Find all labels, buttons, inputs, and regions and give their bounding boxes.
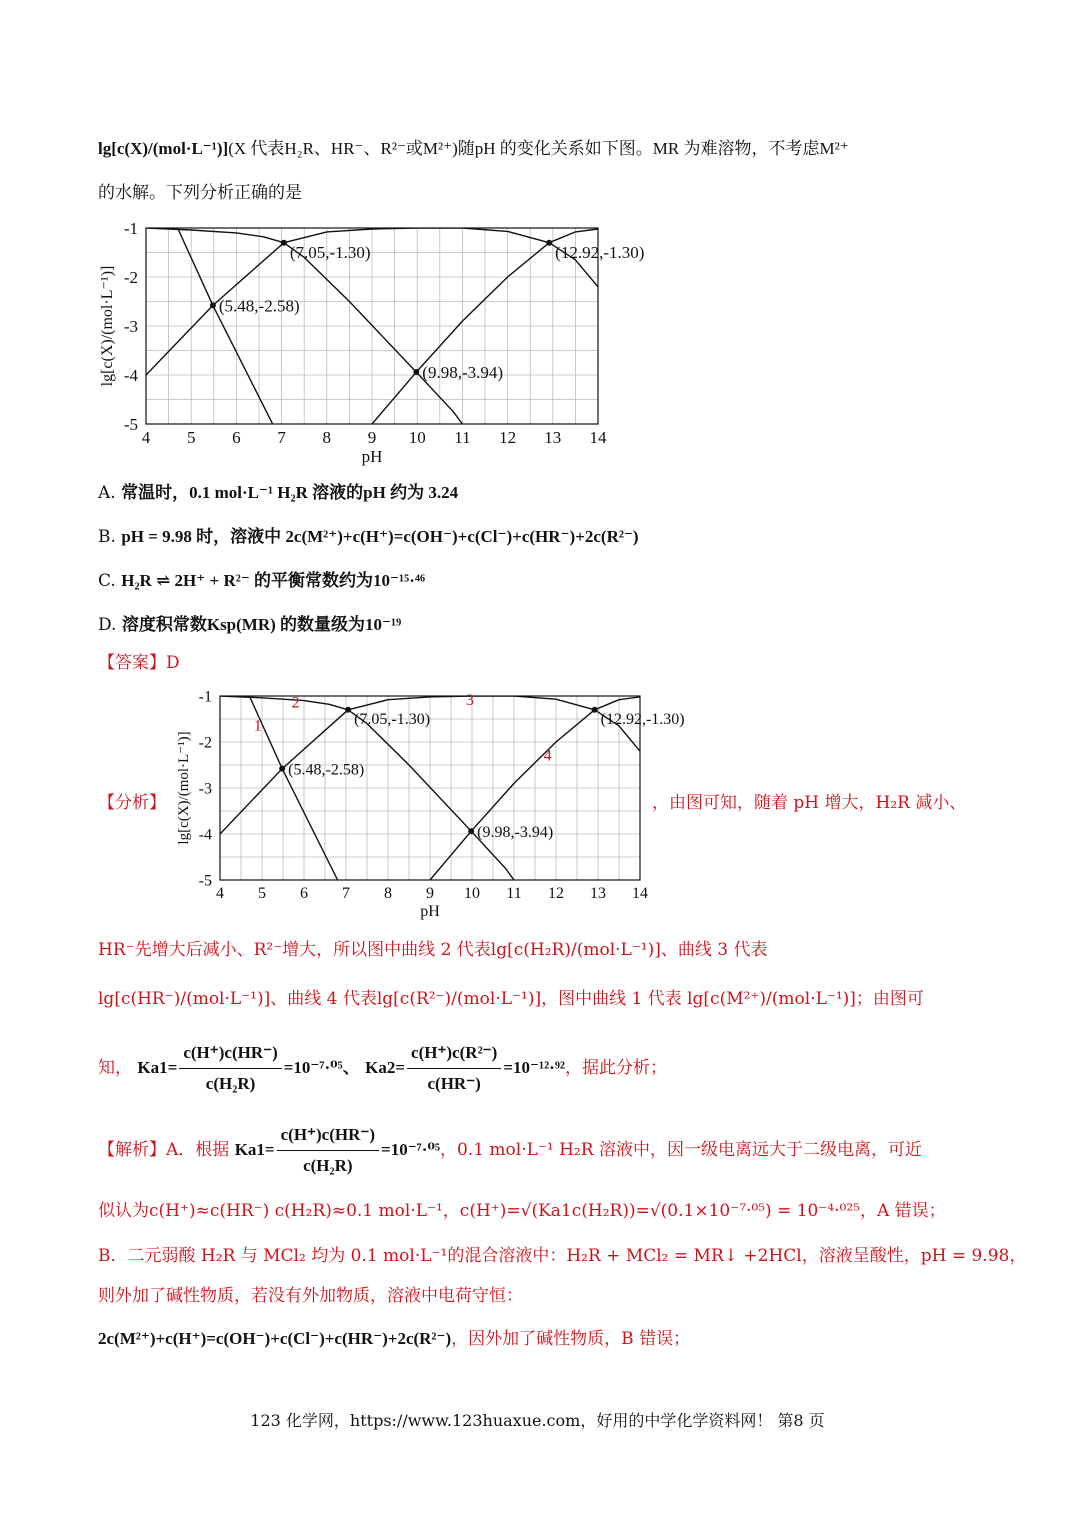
answer-line	[98, 650, 180, 676]
analysis-line-4	[98, 1038, 667, 1099]
data-point-label: (5.48,-2.58)	[218, 296, 300, 316]
analysis-zhi: 知，	[98, 1058, 132, 1078]
x-tick-label: 8	[384, 885, 392, 902]
x-tick-label: 14	[632, 885, 648, 902]
option-a-label: A.	[98, 483, 116, 503]
analysis-post: ，据此分析；	[565, 1058, 668, 1078]
solution-b-post: ，因外加了碱性物质，B 错误；	[451, 1329, 691, 1349]
data-point-label: (5.48,-2.58)	[288, 761, 365, 779]
curve-label: 2	[291, 694, 300, 712]
analysis-line-3: lg[c(HR⁻)/(mol·L⁻¹)]、曲线 4 代表lg[c(R²⁻)/(mol·L⁻¹)]，图中曲线 1 代表 lg[c(M²⁺)/(mol·L⁻¹)]；由图可	[98, 989, 924, 1009]
ka2-numerator: c(H⁺)c(R²⁻)	[407, 1038, 501, 1069]
solution-b-line-3	[98, 1326, 690, 1352]
ka1-denominator: c(H₂R)	[205, 1074, 256, 1093]
analysis-after-chart: ，由图可知，随着 pH 增大，H₂R 减小、	[652, 793, 967, 813]
question-text: (X 代表H₂R、HR⁻、R²⁻或M²⁺)随pH 的变化关系如下图。MR 为难溶物，不考虑M²⁺	[228, 139, 849, 158]
data-point-label: (12.92,-1.30)	[600, 711, 685, 729]
data-point-label: (9.98,-3.94)	[477, 823, 554, 841]
charge-balance-formula: 2c(M²⁺)+c(H⁺)=c(OH⁻)+c(Cl⁻)+c(HR⁻)+2c(R²⁻)	[98, 1329, 452, 1348]
y-tick-label: -4	[123, 365, 138, 385]
option-c	[98, 568, 425, 594]
x-tick-label: 12	[548, 885, 564, 902]
x-tick-label: 13	[544, 428, 562, 447]
option-d-label: D.	[98, 615, 117, 635]
curve-label: 3	[465, 692, 474, 710]
solution-tag: 【解析】	[98, 1140, 166, 1160]
x-tick-label: 11	[506, 885, 522, 902]
data-point	[281, 240, 287, 246]
curve-label: 4	[543, 747, 552, 765]
option-b-text: pH = 9.98 时，溶液中 2c(M²⁺)+c(H⁺)=c(OH⁻)+c(Cl⁻)+c(HR⁻)+2c(R²⁻)	[121, 527, 639, 546]
y-axis-label: lg[c(X)/(mol·L⁻¹)]	[176, 731, 192, 845]
data-point-label: (7.05,-1.30)	[289, 243, 371, 262]
data-point	[468, 828, 474, 834]
solution-a-pre: A．根据	[166, 1140, 230, 1160]
answer-value: D	[166, 653, 180, 673]
ka1-fraction	[179, 1038, 281, 1099]
y-tick-label: -3	[123, 316, 138, 336]
x-tick-label: 9	[426, 885, 434, 902]
option-c-text: H₂R ⇌ 2H⁺ + R²⁻ 的平衡常数约为10⁻¹⁵·⁴⁶	[121, 571, 426, 590]
data-point-label: (12.92,-1.30)	[555, 243, 645, 262]
y-tick-label: -5	[198, 872, 212, 890]
x-tick-label: 12	[499, 428, 517, 447]
x-tick-label: 10	[408, 428, 426, 447]
x-tick-label: 9	[367, 428, 377, 447]
ka2-label: Ka2=	[365, 1058, 406, 1077]
page-footer: 123 化学网，https://www.123huaxue.com，好用的中学化学资料网！ 第8 页	[250, 1411, 825, 1430]
curve-label: 1	[253, 717, 262, 735]
data-point-label: (7.05,-1.30)	[354, 711, 431, 729]
ka1-value: =10⁻⁷·⁰⁵、	[283, 1058, 360, 1077]
y-tick-label: -2	[123, 267, 138, 287]
question-line-2: 的水解。下列分析正确的是	[98, 183, 302, 203]
option-b-label: B.	[98, 527, 116, 547]
ka1-numerator: c(H⁺)c(HR⁻)	[179, 1038, 281, 1069]
answer-tag: 【答案】	[98, 653, 166, 673]
option-a	[98, 480, 458, 506]
y-axis-label: lg[c(X)/(mol·L⁻¹)]	[99, 265, 116, 387]
x-tick-label: 4	[216, 885, 224, 902]
solution-a-line-2: 似认为c(H⁺)≈c(HR⁻) c(H₂R)≈0.1 mol·L⁻¹，c(H⁺)=√(Ka1c(H₂R))=√(0.1×10⁻⁷·⁰⁵) = 10⁻⁴·⁰²⁵，A 错误；	[98, 1201, 946, 1221]
solution-ka1-fraction	[277, 1120, 379, 1181]
solution-ka1-numerator: c(H⁺)c(HR⁻)	[277, 1120, 379, 1151]
data-point	[345, 707, 351, 713]
solution-b-line-2: 则外加了碱性物质，若没有外加物质，溶液中电荷守恒：	[98, 1286, 523, 1306]
ka2-value: =10⁻¹²·⁹²	[503, 1058, 566, 1077]
question-formula: lg[c(X)/(mol·L⁻¹)]	[98, 139, 229, 158]
x-tick-label: 6	[300, 885, 308, 902]
y-tick-label: -3	[198, 780, 212, 798]
x-tick-label: 6	[232, 428, 241, 447]
ka2-fraction	[407, 1038, 501, 1099]
data-point	[279, 766, 285, 772]
x-tick-label: 14	[589, 428, 607, 447]
data-point-label: (9.98,-3.94)	[422, 363, 504, 383]
option-d	[98, 612, 401, 638]
option-a-text: 常温时，0.1 mol·L⁻¹ H₂R 溶液的pH 约为 3.24	[121, 483, 459, 502]
option-b	[98, 524, 639, 550]
x-axis-label: pH	[361, 447, 383, 466]
ka2-denominator: c(HR⁻)	[427, 1074, 481, 1093]
y-tick-label: -1	[198, 688, 212, 706]
x-axis-label: pH	[420, 903, 440, 920]
solution-ka1-denominator: c(H₂R)	[303, 1156, 353, 1175]
option-c-label: C.	[98, 571, 116, 591]
data-point	[592, 707, 598, 713]
x-tick-label: 7	[277, 428, 286, 447]
x-tick-label: 5	[258, 885, 266, 902]
solution-ka1-value: =10⁻⁷·⁰⁵	[381, 1140, 440, 1159]
solution-ka1-label: Ka1=	[234, 1140, 275, 1159]
x-tick-label: 4	[141, 428, 151, 447]
y-tick-label: -1	[123, 218, 138, 238]
x-tick-label: 5	[186, 428, 196, 447]
chart-2	[168, 682, 685, 922]
question-line-1	[98, 136, 849, 162]
analysis-tag: 【分析】	[98, 793, 166, 813]
solution-line-1	[98, 1120, 922, 1181]
data-point	[210, 302, 216, 308]
x-tick-label: 10	[464, 885, 480, 902]
x-tick-label: 13	[590, 885, 606, 902]
x-tick-label: 8	[322, 428, 332, 447]
data-point	[413, 369, 419, 375]
chart-1	[98, 210, 645, 470]
solution-a-post: ，0.1 mol·L⁻¹ H₂R 溶液中，因一级电离远大于二级电离，可近	[439, 1140, 922, 1160]
analysis-line-2: HR⁻先增大后减小、R²⁻增大，所以图中曲线 2 代表lg[c(H₂R)/(mol·L⁻¹)]、曲线 3 代表	[98, 940, 768, 960]
y-tick-label: -4	[198, 826, 212, 844]
x-tick-label: 7	[342, 885, 350, 902]
ka1-label: Ka1=	[137, 1058, 178, 1077]
option-d-text: 溶度积常数Ksp(MR) 的数量级为10⁻¹⁹	[121, 615, 402, 634]
y-tick-label: -2	[198, 734, 212, 752]
data-point	[546, 240, 552, 246]
solution-b-line-1: B．二元弱酸 H₂R 与 MCl₂ 均为 0.1 mol·L⁻¹的混合溶液中：H₂R + MCl₂ = MR↓ +2HCl，溶液呈酸性，pH = 9.98，	[98, 1246, 1027, 1266]
y-tick-label: -5	[123, 414, 138, 434]
x-tick-label: 11	[454, 428, 471, 447]
